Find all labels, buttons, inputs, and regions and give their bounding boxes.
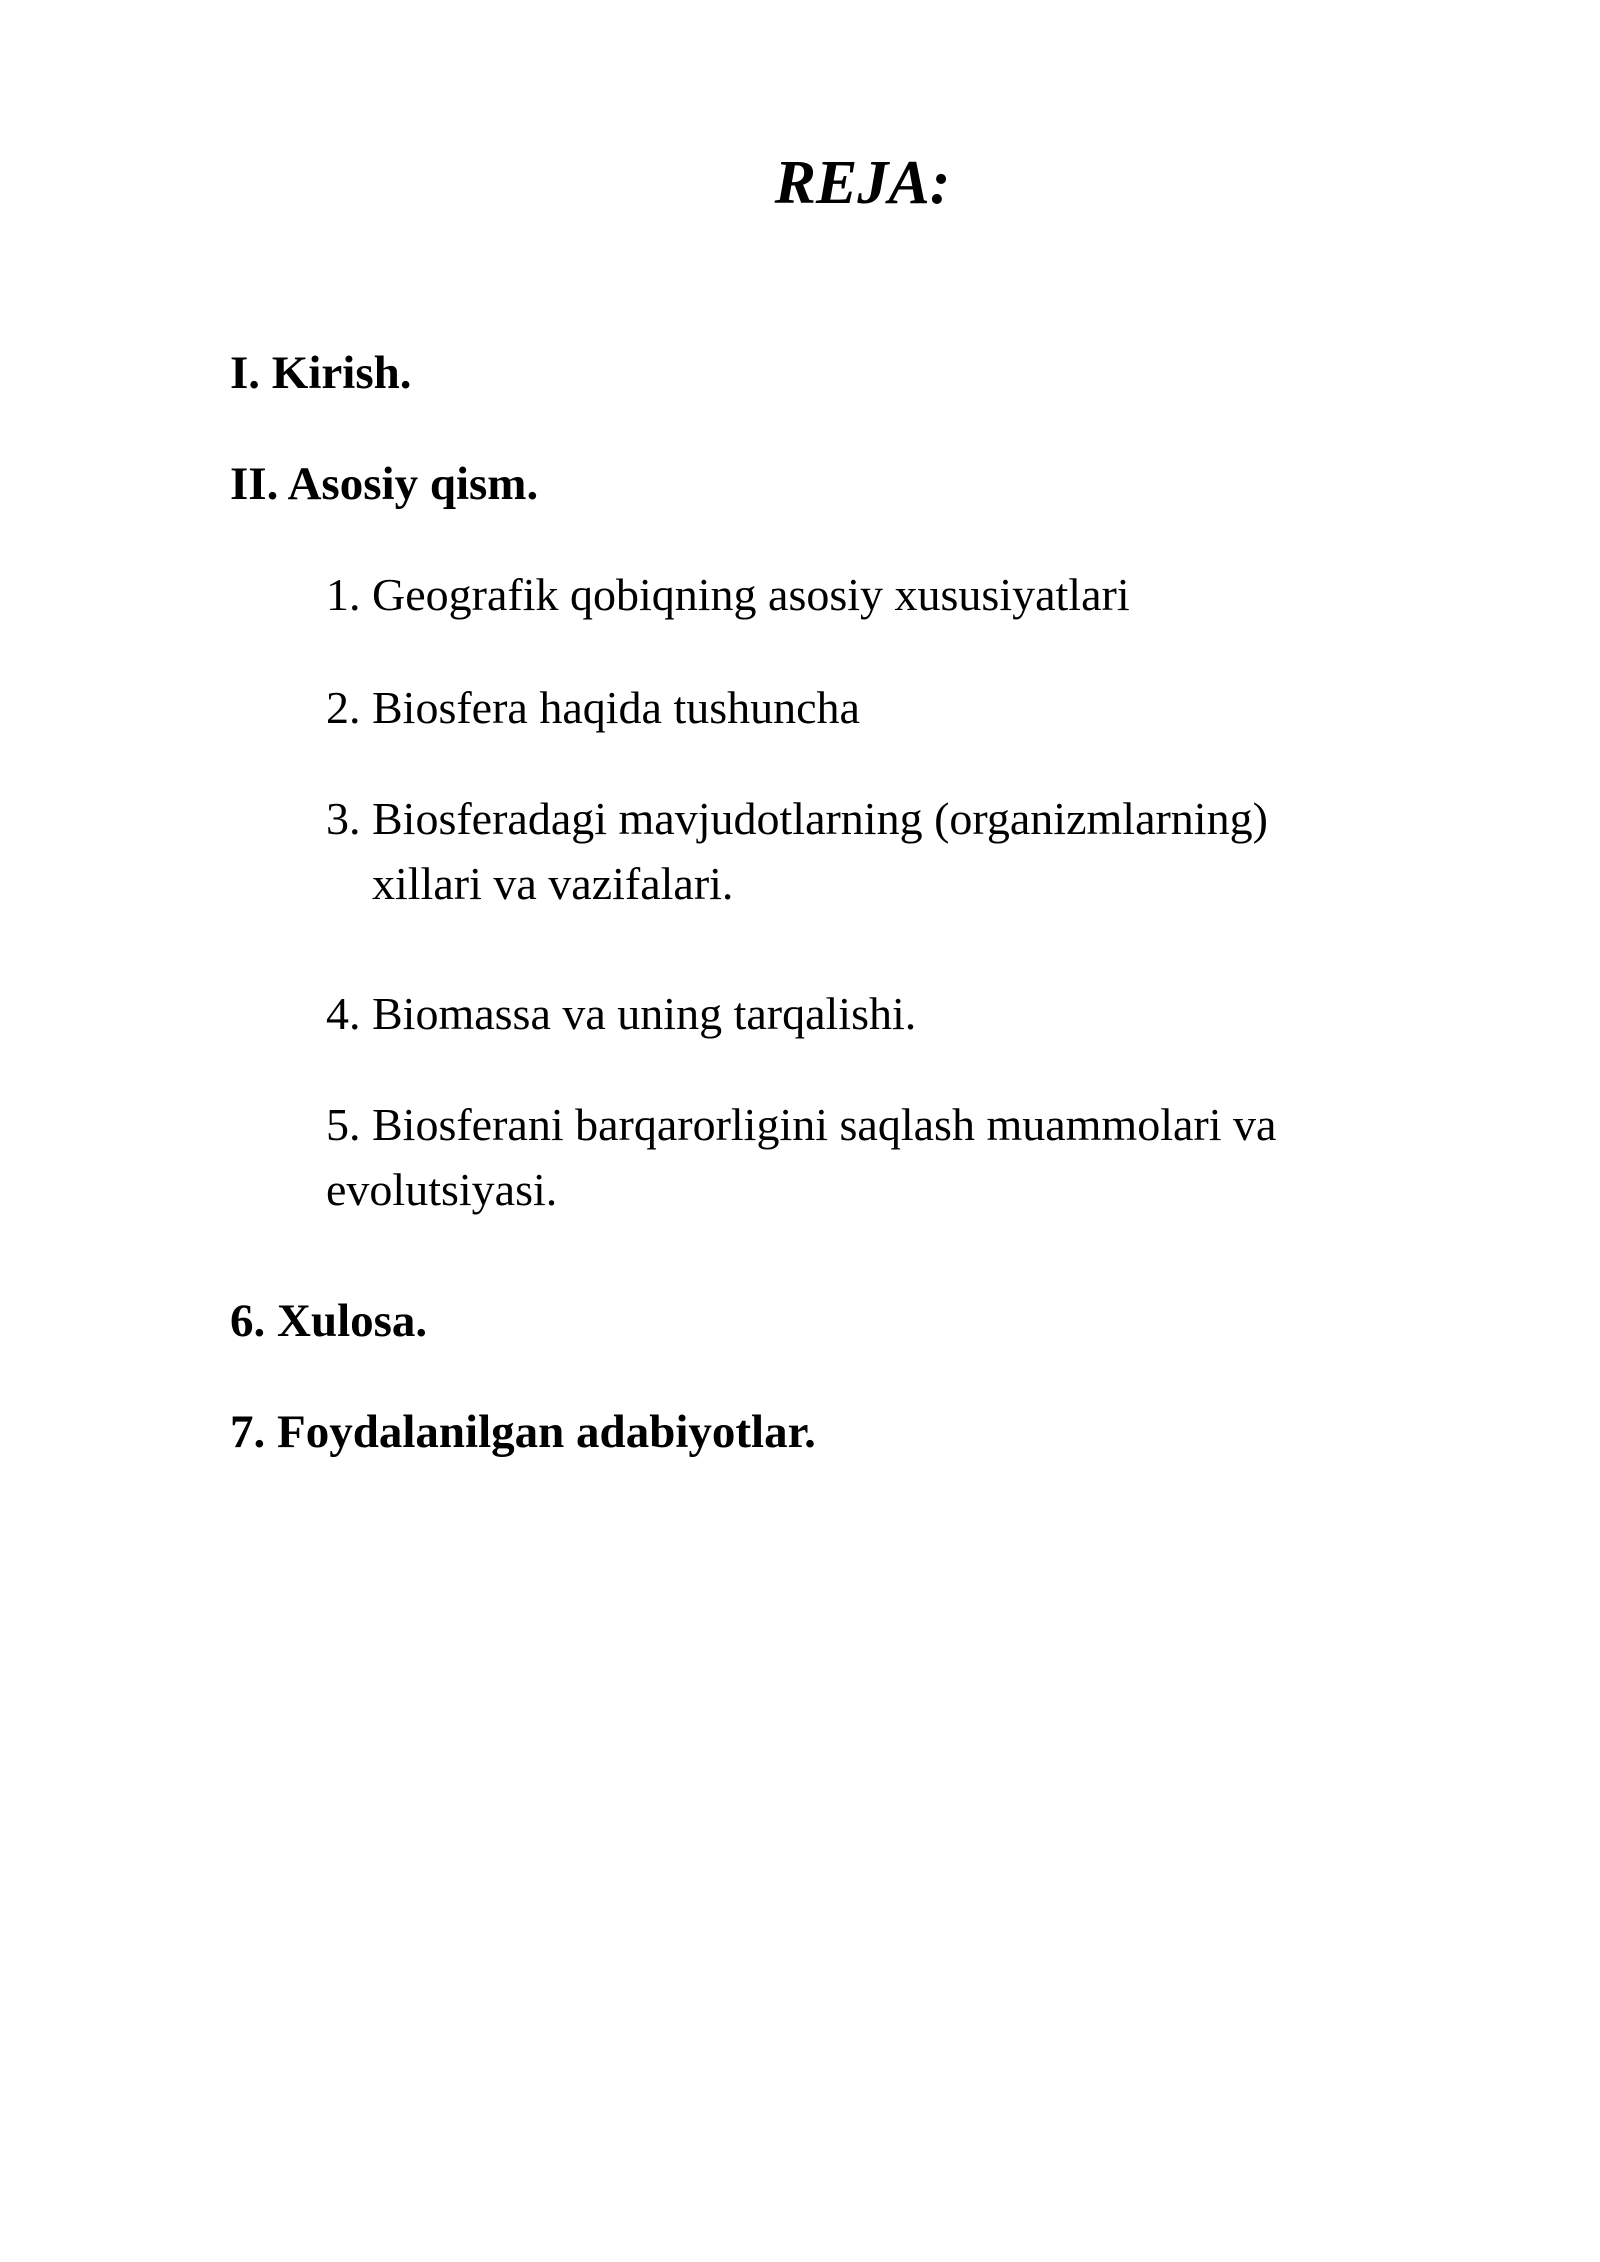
list-item-sub-1: 1. Geografik qobiqning asosiy xususiyatlari [326,569,1130,620]
list-item-conclusion: 6. Xulosa. [230,1295,428,1347]
list-item-sub-4: 4. Biomassa va uning tarqalishi. [326,988,917,1039]
list-item-main-part: II. Asosiy qism. [230,458,539,510]
list-item-sub-5 [326,1092,1276,1222]
list-item-sub-2: 2. Biosfera haqida tushuncha [326,682,860,733]
list-item-sub-3-line1: 3. Biosferadagi mavjudotlarning (organizmlarning) [326,793,1268,844]
list-item-sub-3-line2: xillari va vazifalari. [372,858,734,909]
list-item-sub-3 [326,786,1268,916]
list-item-intro: I. Kirish. [230,347,412,399]
list-item-sub-5-line2: evolutsiyasi. [326,1164,558,1215]
list-item-references: 7. Foydalanilgan adabiyotlar. [230,1406,816,1458]
page-title: REJA: [774,149,951,217]
list-item-sub-5-line1: 5. Biosferani barqarorligini saqlash muammolari va [326,1099,1277,1150]
